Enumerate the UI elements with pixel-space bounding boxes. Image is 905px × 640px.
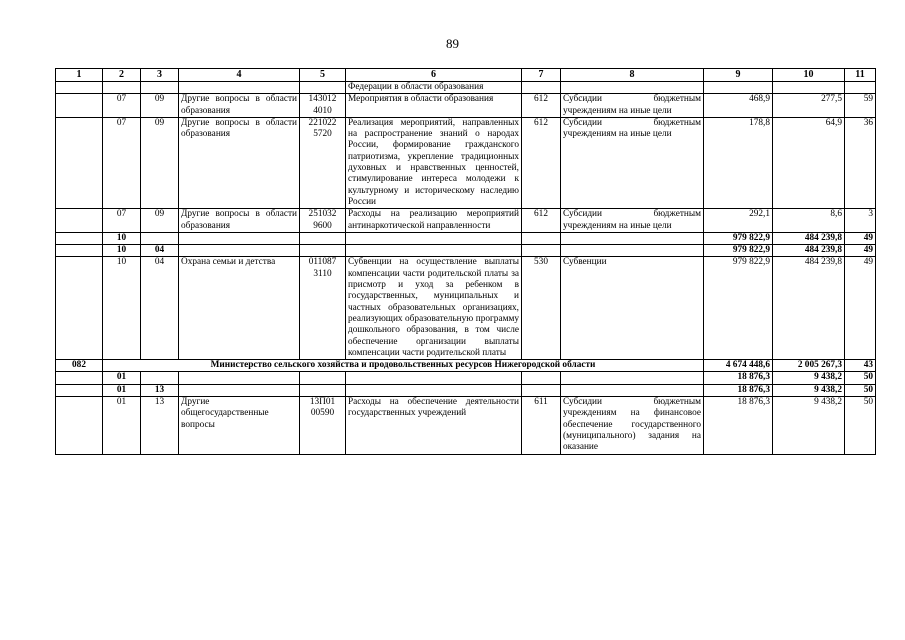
- col-header-2: 2: [103, 69, 141, 82]
- table-row: [56, 257, 876, 360]
- cell-target-article: 011087 3110: [300, 257, 346, 360]
- col-header-4: 4: [179, 69, 300, 82]
- cell-plan: 18 876,3: [704, 372, 773, 384]
- cell-article-name: [346, 372, 522, 384]
- col-header-3: 3: [141, 69, 179, 82]
- cell-expense-name: [561, 232, 704, 244]
- col-header-8: 8: [561, 69, 704, 82]
- cell-subsection: 13: [141, 384, 179, 396]
- cell-actual: 2 005 267,3: [773, 360, 845, 372]
- cell-plan: 468,9: [704, 94, 773, 118]
- cell-expense-name: Субсидии бюджетным учреждениям на иные цели: [561, 94, 704, 118]
- cell-actual: 9 438,2: [773, 384, 845, 396]
- cell-actual: 8,6: [773, 209, 845, 233]
- ministry-total-row: [56, 360, 876, 372]
- table-row: [56, 94, 876, 118]
- cell-plan: 979 822,9: [704, 245, 773, 257]
- cell-expense-type: 530: [522, 257, 561, 360]
- cell-target-article: [300, 372, 346, 384]
- cell-code: [56, 82, 103, 94]
- cell-percent: 50: [845, 372, 876, 384]
- cell-expense-name: [561, 82, 704, 94]
- col-header-1: 1: [56, 69, 103, 82]
- cell-section: 07: [103, 94, 141, 118]
- cell-section: 10: [103, 245, 141, 257]
- cell-expense-name: [561, 384, 704, 396]
- cell-actual: 484 239,8: [773, 232, 845, 244]
- cell-code: 082: [56, 360, 103, 372]
- cell-expense-type: 611: [522, 397, 561, 454]
- cell-plan: 18 876,3: [704, 397, 773, 454]
- cell-expense-type: [522, 245, 561, 257]
- cell-section: 10: [103, 232, 141, 244]
- cell-plan: 979 822,9: [704, 232, 773, 244]
- cell-article-name: Мероприятия в области образования: [346, 94, 522, 118]
- cell-plan: [704, 82, 773, 94]
- cell-expense-type: 612: [522, 209, 561, 233]
- page-number: 89: [446, 36, 459, 51]
- table-row: [56, 117, 876, 208]
- cell-article-name: Расходы на реализацию мероприятий антинаркотической направленности: [346, 209, 522, 233]
- cell-plan: 979 822,9: [704, 257, 773, 360]
- cell-code: [56, 372, 103, 384]
- cell-expense-name: Субсидии бюджетным учреждениям на финансовое обеспечение государственного (муниципального) задания на оказание: [561, 397, 704, 454]
- cell-expense-type: 612: [522, 117, 561, 208]
- cell-subsection-name: [179, 245, 300, 257]
- cell-subsection: [141, 372, 179, 384]
- cell-subsection: 04: [141, 245, 179, 257]
- cell-subsection-name: Охрана семьи и детства: [179, 257, 300, 360]
- cell-actual: [773, 82, 845, 94]
- cell-subsection-name: Другие вопросы в области образования: [179, 209, 300, 233]
- cell-code: [56, 94, 103, 118]
- cell-subsection: [141, 232, 179, 244]
- cell-percent: [845, 82, 876, 94]
- cell-section: 01: [103, 384, 141, 396]
- cell-subsection-name: Другие вопросы в области образования: [179, 94, 300, 118]
- cell-plan: 178,8: [704, 117, 773, 208]
- cell-article-name: Федерации в области образования: [346, 82, 522, 94]
- cell-percent: 50: [845, 397, 876, 454]
- cell-section: 01: [103, 397, 141, 454]
- col-header-11: 11: [845, 69, 876, 82]
- col-header-9: 9: [704, 69, 773, 82]
- cell-subsection: 09: [141, 94, 179, 118]
- cell-subsection: 04: [141, 257, 179, 360]
- cell-expense-name: [561, 245, 704, 257]
- cell-code: [56, 245, 103, 257]
- cell-target-article: [300, 82, 346, 94]
- cell-percent: 49: [845, 232, 876, 244]
- cell-subsection-name: [179, 384, 300, 396]
- cell-subsection-name: [179, 232, 300, 244]
- table-row: [56, 82, 876, 94]
- subsection-total-row: [56, 245, 876, 257]
- cell-target-article: 221022 5720: [300, 117, 346, 208]
- cell-section: 07: [103, 117, 141, 208]
- budget-table: [55, 68, 876, 455]
- cell-actual: 484 239,8: [773, 245, 845, 257]
- cell-expense-type: 612: [522, 94, 561, 118]
- cell-code: [56, 397, 103, 454]
- cell-plan: 18 876,3: [704, 384, 773, 396]
- table-row: [56, 209, 876, 233]
- cell-expense-type: [522, 82, 561, 94]
- cell-section: [103, 82, 141, 94]
- cell-percent: 49: [845, 245, 876, 257]
- cell-expense-type: [522, 232, 561, 244]
- cell-plan: 4 674 448,6: [704, 360, 773, 372]
- cell-subsection: 13: [141, 397, 179, 454]
- col-header-5: 5: [300, 69, 346, 82]
- cell-expense-name: [561, 372, 704, 384]
- cell-target-article: 251032 9600: [300, 209, 346, 233]
- cell-code: [56, 232, 103, 244]
- col-header-10: 10: [773, 69, 845, 82]
- cell-percent: 59: [845, 94, 876, 118]
- cell-subsection: [141, 82, 179, 94]
- cell-expense-name: Субвенции: [561, 257, 704, 360]
- cell-subsection-name: Другие вопросы в области образования: [179, 117, 300, 208]
- cell-section: 07: [103, 209, 141, 233]
- subsection-total-row: [56, 384, 876, 396]
- table-row: [56, 397, 876, 454]
- cell-code: [56, 209, 103, 233]
- cell-expense-type: [522, 384, 561, 396]
- cell-target-article: [300, 232, 346, 244]
- cell-percent: 36: [845, 117, 876, 208]
- section-total-row: [56, 232, 876, 244]
- cell-actual: 64,9: [773, 117, 845, 208]
- cell-percent: 49: [845, 257, 876, 360]
- cell-target-article: [300, 245, 346, 257]
- cell-subsection-name: [179, 82, 300, 94]
- cell-code: [56, 384, 103, 396]
- cell-actual: 9 438,2: [773, 397, 845, 454]
- cell-subsection-name: [179, 372, 300, 384]
- cell-code: [56, 117, 103, 208]
- cell-target-article: 13П01 00590: [300, 397, 346, 454]
- cell-subsection-name: Другие общегосударственные вопросы: [179, 397, 300, 454]
- cell-percent: 43: [845, 360, 876, 372]
- header-row: [56, 69, 876, 82]
- cell-percent: 3: [845, 209, 876, 233]
- section-total-row: [56, 372, 876, 384]
- cell-article-name: [346, 384, 522, 396]
- col-header-7: 7: [522, 69, 561, 82]
- cell-code: [56, 257, 103, 360]
- ministry-name: Министерство сельского хозяйства и продовольственных ресурсов Нижегородской области: [103, 360, 704, 372]
- cell-section: 10: [103, 257, 141, 360]
- cell-target-article: 143012 4010: [300, 94, 346, 118]
- cell-article-name: Реализация мероприятий, направленных на распространение знаний о народах России, формирование гражданского патриотизма, укрепление традиционных духовных и нравственных ценностей, стимулирование интереса молодежи к культурному и историческому наследию России: [346, 117, 522, 208]
- cell-section: 01: [103, 372, 141, 384]
- cell-target-article: [300, 384, 346, 396]
- cell-expense-name: Субсидии бюджетным учреждениям на иные цели: [561, 209, 704, 233]
- cell-actual: 277,5: [773, 94, 845, 118]
- cell-expense-name: Субсидии бюджетным учреждениям на иные цели: [561, 117, 704, 208]
- col-header-6: 6: [346, 69, 522, 82]
- cell-article-name: [346, 245, 522, 257]
- cell-actual: 484 239,8: [773, 257, 845, 360]
- cell-subsection: 09: [141, 117, 179, 208]
- cell-expense-type: [522, 372, 561, 384]
- cell-subsection: 09: [141, 209, 179, 233]
- cell-percent: 50: [845, 384, 876, 396]
- cell-article-name: Субвенции на осуществление выплаты компенсации части родительской платы за присмотр и уход за ребенком в государственных, муниципальных и частных образовательных организациях, реализующих образовательную программу дошкольного образования, в том числе обеспечение организации выплаты компенсации части родительской платы: [346, 257, 522, 360]
- cell-plan: 292,1: [704, 209, 773, 233]
- cell-actual: 9 438,2: [773, 372, 845, 384]
- cell-article-name: [346, 232, 522, 244]
- cell-article-name: Расходы на обеспечение деятельности государственных учреждений: [346, 397, 522, 454]
